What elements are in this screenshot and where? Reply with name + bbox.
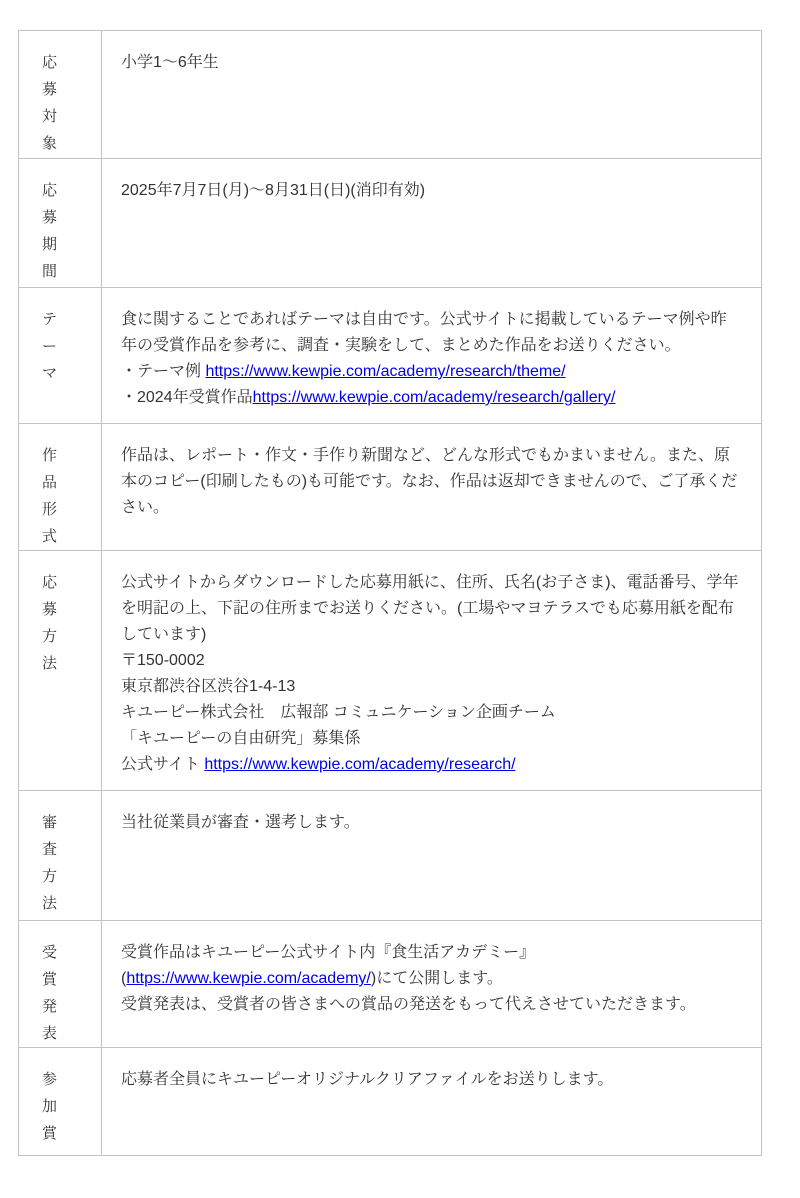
row-label: 作品形式 xyxy=(42,447,58,545)
row-label-cell xyxy=(19,1048,102,1156)
theme-example-label: ・テーマ例 xyxy=(121,363,206,380)
target-text: 小学1〜6年生 xyxy=(121,54,219,71)
row-label-cell xyxy=(19,551,102,791)
application-info-table xyxy=(18,30,762,1156)
theme-example-line xyxy=(121,359,741,385)
table-body xyxy=(19,31,762,1156)
table-row-theme xyxy=(19,288,762,424)
company-line: キユーピー株式会社 広報部 コミュニケーション企画チーム xyxy=(121,704,556,721)
prize-text: 応募者全員にキユーピーオリジナルクリアファイルをお送りします。 xyxy=(121,1071,614,1088)
paren-open: ( xyxy=(121,970,127,987)
row-label-cell xyxy=(19,31,102,159)
table-row-period xyxy=(19,159,762,288)
row-label-cell xyxy=(19,791,102,921)
postal-code: 〒150-0002 xyxy=(121,652,205,669)
paren-close-text: )にて公開します。 xyxy=(370,970,503,987)
official-site-label: 公式サイト xyxy=(121,756,205,773)
method-paragraph: 公式サイトからダウンロードした応募用紙に、住所、氏名(お子さま)、電話番号、学年を明記の上、下記の住所までお送りください。(工場やマヨテラスでも応募用紙を配布しています) xyxy=(121,574,739,643)
table-row-judging xyxy=(19,791,762,921)
row-label: 審査方法 xyxy=(42,814,58,912)
academy-link[interactable]: https://www.kewpie.com/academy/ xyxy=(126,970,371,987)
judging-text: 当社従業員が審査・選考します。 xyxy=(121,814,360,831)
row-label: 応募方法 xyxy=(42,574,58,672)
row-label-cell xyxy=(19,424,102,551)
row-label: 参加賞 xyxy=(42,1071,58,1142)
gallery-label: ・2024年受賞作品 xyxy=(121,389,253,406)
table-row-target xyxy=(19,31,762,159)
row-content-cell xyxy=(102,551,762,791)
official-site-link[interactable]: https://www.kewpie.com/academy/research/ xyxy=(204,756,516,773)
row-content-cell xyxy=(102,921,762,1048)
announcement-line3: 受賞発表は、受賞者の皆さまへの賞品の発送をもって代えさせていただきます。 xyxy=(121,996,696,1013)
official-site-line xyxy=(121,752,741,778)
row-content-cell xyxy=(102,288,762,424)
theme-example-link[interactable]: https://www.kewpie.com/academy/research/theme/ xyxy=(205,363,566,380)
row-label-cell xyxy=(19,159,102,288)
announcement-line2 xyxy=(121,966,741,992)
row-label: 応募対象 xyxy=(42,54,58,152)
section-line: 「キユーピーの自由研究」募集係 xyxy=(121,730,361,747)
table-row-prize xyxy=(19,1048,762,1156)
gallery-line xyxy=(121,385,741,411)
row-content-cell xyxy=(102,31,762,159)
period-text: 2025年7月7日(月)〜8月31日(日)(消印有効) xyxy=(121,182,426,199)
row-label-cell xyxy=(19,921,102,1048)
format-text: 作品は、レポート・作文・手作り新聞など、どんな形式でもかまいません。また、原本のコピー(印刷したもの)も可能です。なお、作品は返却できませんので、ご了承ください。 xyxy=(121,447,738,516)
row-content-cell xyxy=(102,791,762,921)
row-label-cell xyxy=(19,288,102,424)
address-line: 東京都渋谷区渋谷1-4-13 xyxy=(121,678,296,695)
table-row-method xyxy=(19,551,762,791)
announcement-line1: 受賞作品はキユーピー公式サイト内『食生活アカデミー』 xyxy=(121,944,536,961)
row-content-cell xyxy=(102,159,762,288)
table-row-announcement xyxy=(19,921,762,1048)
row-label: テーマ xyxy=(42,311,58,382)
table-row-format xyxy=(19,424,762,551)
theme-paragraph: 食に関することであればテーマは自由です。公式サイトに掲載しているテーマ例や昨年の受賞作品を参考に、調査・実験をして、まとめた作品をお送りください。 xyxy=(121,311,727,354)
gallery-link[interactable]: https://www.kewpie.com/academy/research/gallery/ xyxy=(252,389,616,406)
row-content-cell xyxy=(102,424,762,551)
row-content-cell xyxy=(102,1048,762,1156)
row-label: 応募期間 xyxy=(42,182,58,280)
row-label: 受賞発表 xyxy=(42,944,58,1042)
